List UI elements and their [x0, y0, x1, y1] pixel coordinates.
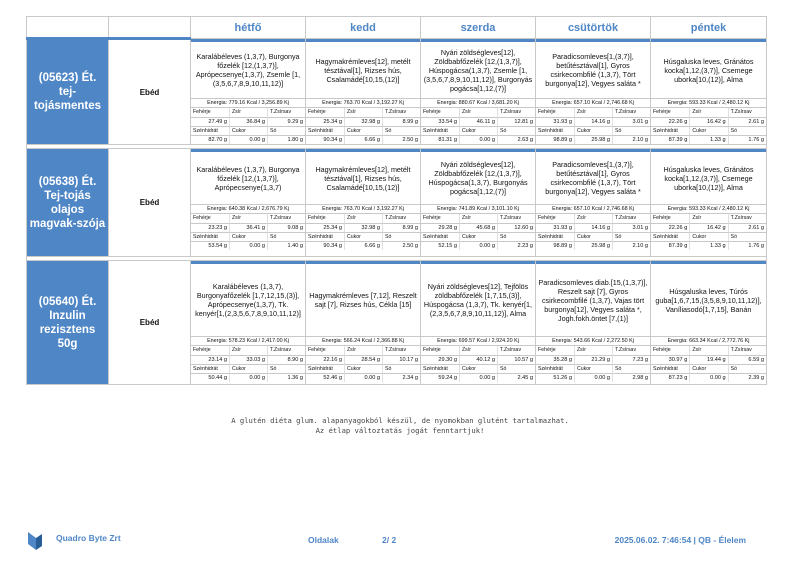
meal-name: Ebéd — [109, 261, 191, 385]
carb-label: Szénhidrát — [306, 126, 344, 135]
menu-cell-thursday — [536, 261, 651, 385]
satfat-label: T.Zsírsav — [612, 108, 650, 117]
menu-page — [26, 16, 766, 385]
energy-value: Energia: 593.33 Kcal / 2,480.12 Kj — [651, 204, 766, 213]
menu-cell-tuesday — [306, 261, 421, 385]
carb-value: 98.89 g — [536, 135, 574, 144]
satfat-value: 2.61 g — [728, 117, 766, 126]
diet-name: (05640) Ét. Inzulin rezisztens 50g — [27, 261, 109, 385]
dish-list: Karalábéleves (1,3,7), Burgonya főzelék [12,(1,3,7)], Aprópecsenye(1,3,7) — [196, 164, 300, 192]
protein-label: Fehérje — [538, 215, 556, 221]
carb-label: Szénhidrát — [536, 126, 574, 135]
salt-label: Só — [728, 126, 766, 135]
protein-value: 33.54 g — [421, 117, 459, 126]
fat-label: Zsír — [459, 108, 497, 117]
sugar-label: Cukor — [574, 126, 612, 135]
carb-label: Szénhidrát — [306, 364, 344, 373]
satfat-label: T.Zsírsav — [497, 346, 535, 355]
satfat-value: 2.61 g — [728, 223, 766, 232]
energy-value: Energia: 779.16 Kcal / 3,256.89 Kj — [191, 98, 305, 107]
day-header-tuesday: kedd — [306, 17, 421, 39]
satfat-label: T.Zsírsav — [497, 108, 535, 117]
energy-value: Energia: 593.33 Kcal / 2,480.12 Kj — [651, 98, 766, 107]
protein-label: Fehérje — [308, 215, 326, 221]
nutrition-grid — [306, 107, 420, 144]
satfat-label: T.Zsírsav — [382, 346, 420, 355]
fat-value: 28.54 g — [344, 355, 382, 364]
nutrition-grid — [536, 345, 650, 382]
protein-value: 35.28 g — [536, 355, 574, 364]
protein-value: 22.16 g — [306, 355, 344, 364]
sugar-label: Cukor — [229, 126, 267, 135]
protein-label: Fehérje — [423, 215, 441, 221]
sugar-label: Cukor — [689, 232, 727, 241]
day-header-monday: hétfő — [191, 17, 306, 39]
energy-value: Energia: 699.57 Kcal / 2,924.20 Kj — [421, 336, 535, 345]
protein-value: 30.97 g — [651, 355, 689, 364]
diet-row — [27, 149, 767, 257]
energy-value: Energia: 880.67 Kcal / 3,681.20 Kj — [421, 98, 535, 107]
protein-value: 25.34 g — [306, 223, 344, 232]
carb-value: 52.15 g — [421, 241, 459, 250]
carb-value: 98.89 g — [536, 241, 574, 250]
fat-label: Zsír — [344, 108, 382, 117]
carb-label: Szénhidrát — [651, 126, 689, 135]
fat-label: Zsír — [574, 108, 612, 117]
salt-value: 2.39 g — [728, 373, 766, 382]
carb-value: 52.46 g — [306, 373, 344, 382]
fat-value: 46.11 g — [459, 117, 497, 126]
satfat-value: 10.57 g — [497, 355, 535, 364]
protein-label: Fehérje — [538, 109, 556, 115]
fat-value: 36.41 g — [229, 223, 267, 232]
sugar-label: Cukor — [459, 364, 497, 373]
nutrition-grid — [306, 213, 420, 250]
fat-label: Zsír — [689, 346, 727, 355]
fat-label: Zsír — [229, 346, 267, 355]
sugar-label: Cukor — [574, 364, 612, 373]
menu-cell-wednesday — [421, 149, 536, 257]
protein-label: Fehérje — [308, 347, 326, 353]
fat-value: 14.16 g — [574, 223, 612, 232]
protein-label: Fehérje — [193, 347, 211, 353]
sugar-label: Cukor — [229, 232, 267, 241]
satfat-label: T.Zsírsav — [382, 108, 420, 117]
salt-value: 1.36 g — [267, 373, 305, 382]
energy-value: Energia: 763.70 Kcal / 3,192.27 Kj — [306, 98, 420, 107]
dish-list: Hagymakrémleves [7,12], Reszelt sajt [7], Rizses hús, Cékla [15] — [309, 291, 417, 309]
satfat-label: T.Zsírsav — [382, 214, 420, 223]
fat-label: Zsír — [689, 108, 727, 117]
sugar-label: Cukor — [459, 232, 497, 241]
protein-label: Fehérje — [193, 109, 211, 115]
fat-label: Zsír — [689, 214, 727, 223]
nutrition-grid — [536, 213, 650, 250]
satfat-label: T.Zsírsav — [612, 346, 650, 355]
carb-value: 50.44 g — [191, 373, 229, 382]
energy-value: Energia: 657.10 Kcal / 2,746.68 Kj — [536, 204, 650, 213]
fat-label: Zsír — [459, 346, 497, 355]
carb-label: Szénhidrát — [421, 232, 459, 241]
carb-label: Szénhidrát — [421, 126, 459, 135]
sugar-label: Cukor — [229, 364, 267, 373]
company-name: Quadro Byte Zrt — [56, 533, 121, 543]
carb-label: Szénhidrát — [191, 126, 229, 135]
carb-value: 87.39 g — [651, 241, 689, 250]
dish-list: Hagymakrémleves[12], metélt tésztával[1], Rizses hús, Csalamádé[10,15,(12)] — [315, 164, 411, 192]
satfat-label: T.Zsírsav — [267, 346, 305, 355]
satfat-value: 8.90 g — [267, 355, 305, 364]
salt-value: 2.10 g — [612, 135, 650, 144]
salt-label: Só — [382, 232, 420, 241]
gluten-note: A glutén diéta glum. alapanyagokból készül, de nyomokban glutént tartalmazhat. — [231, 416, 569, 425]
menu-cell-friday — [651, 149, 767, 257]
energy-value: Energia: 566.24 Kcal / 2,366.88 Kj — [306, 336, 420, 345]
fat-label: Zsír — [459, 214, 497, 223]
menu-cell-thursday — [536, 39, 651, 145]
menu-cell-friday — [651, 261, 767, 385]
satfat-value: 3.01 g — [612, 117, 650, 126]
menu-cell-wednesday — [421, 39, 536, 145]
print-timestamp: 2025.06.02. 7:46:54 | QB - Élelem — [614, 535, 746, 545]
salt-value: 2.98 g — [612, 373, 650, 382]
satfat-value: 8.99 g — [382, 223, 420, 232]
sugar-value: 0.00 g — [229, 373, 267, 382]
sugar-label: Cukor — [344, 232, 382, 241]
protein-value: 22.26 g — [651, 223, 689, 232]
change-note: Az étlap változtatás jogát fenntartjuk! — [315, 426, 485, 435]
carb-label: Szénhidrát — [536, 364, 574, 373]
salt-value: 2.23 g — [497, 241, 535, 250]
dish-list: Húsgaluska leves, Túrós guba[1,6,7,15,(3,5,8,9,10,11,12)], Vaníliasodó[1,7,15], Banán — [655, 286, 762, 314]
nutrition-grid — [306, 345, 420, 382]
sugar-value: 0.00 g — [229, 241, 267, 250]
day-header-thursday: csütörtök — [536, 17, 651, 39]
dish-list: Nyári zöldségleves[12], Zöldbabfőzelék [12,(1,3,7)], Húspogácsa(1,3,7), Burgonyás pogácsa[1,12,(7)] — [428, 160, 528, 196]
quadro-byte-logo-icon — [26, 530, 44, 552]
salt-label: Só — [382, 364, 420, 373]
weekly-menu-table — [26, 16, 767, 385]
nutrition-grid — [191, 213, 305, 250]
page-footer — [26, 530, 766, 554]
energy-value: Energia: 663.34 Kcal / 2,772.76 Kj — [651, 336, 766, 345]
day-header-row — [27, 17, 767, 39]
protein-label: Fehérje — [193, 215, 211, 221]
nutrition-grid — [536, 107, 650, 144]
protein-label: Fehérje — [308, 109, 326, 115]
page-label: Oldalak — [308, 535, 339, 545]
salt-label: Só — [497, 364, 535, 373]
diet-name: (05638) Ét. Tej-tojás olajos magvak-szója — [27, 149, 109, 257]
dish-list: Hagymakrémleves[12], metélt tésztával[1], Rizses hús, Csalamádé[10,15,(12)] — [315, 56, 411, 84]
menu-cell-friday — [651, 39, 767, 145]
sugar-label: Cukor — [344, 364, 382, 373]
energy-value: Energia: 763.70 Kcal / 3,192.27 Kj — [306, 204, 420, 213]
sugar-label: Cukor — [459, 126, 497, 135]
satfat-value: 8.99 g — [382, 117, 420, 126]
nutrition-grid — [191, 345, 305, 382]
nutrition-grid — [421, 345, 535, 382]
salt-label: Só — [382, 126, 420, 135]
dish-list: Karalábéleves (1,3,7), Burgonya főzelék [12,(1,3,7)], Aprópecsenye(1,3,7), Zsemle [1,(3,5,6,7,8,9,10,11,12)] — [195, 52, 301, 88]
energy-value: Energia: 640.38 Kcal / 2,676.79 Kj — [191, 204, 305, 213]
sugar-value: 0.00 g — [574, 373, 612, 382]
fat-label: Zsír — [344, 214, 382, 223]
fat-value: 40.12 g — [459, 355, 497, 364]
satfat-label: T.Zsírsav — [612, 214, 650, 223]
satfat-label: T.Zsírsav — [497, 214, 535, 223]
protein-label: Fehérje — [538, 347, 556, 353]
sugar-value: 25.98 g — [574, 135, 612, 144]
fat-value: 32.98 g — [344, 117, 382, 126]
salt-label: Só — [267, 232, 305, 241]
dish-list: Nyári zöldségleves[12], Zöldbabfőzelék [12,(1,3,7)], Húspogácsa(1,3,7), Zsemle [1,(3,5,6,7,8,9,10,11,12)], Burgonyás pogácsa[1,12,(7)] — [423, 47, 533, 93]
satfat-value: 7.23 g — [612, 355, 650, 364]
salt-label: Só — [267, 364, 305, 373]
fat-value: 45.68 g — [459, 223, 497, 232]
salt-value: 2.50 g — [382, 241, 420, 250]
salt-value: 1.40 g — [267, 241, 305, 250]
salt-label: Só — [497, 126, 535, 135]
satfat-label: T.Zsírsav — [728, 214, 766, 223]
protein-value: 27.49 g — [191, 117, 229, 126]
diet-row — [27, 261, 767, 385]
carb-label: Szénhidrát — [191, 364, 229, 373]
protein-label: Fehérje — [653, 215, 671, 221]
footnote — [0, 416, 800, 436]
salt-value: 2.50 g — [382, 135, 420, 144]
protein-value: 25.34 g — [306, 117, 344, 126]
menu-cell-monday — [191, 149, 306, 257]
satfat-value: 3.01 g — [612, 223, 650, 232]
meal-name: Ebéd — [109, 149, 191, 257]
salt-label: Só — [267, 126, 305, 135]
menu-cell-monday — [191, 261, 306, 385]
carb-value: 90.34 g — [306, 135, 344, 144]
salt-label: Só — [497, 232, 535, 241]
nutrition-grid — [191, 107, 305, 144]
carb-label: Szénhidrát — [191, 232, 229, 241]
fat-label: Zsír — [229, 108, 267, 117]
fat-value: 21.29 g — [574, 355, 612, 364]
dish-list: Húsgaluska leves, Gránátos kocka[1,12,(3,7)], Csemege uborka[10,(12)], Alma — [663, 56, 754, 84]
protein-value: 23.23 g — [191, 223, 229, 232]
sugar-value: 25.98 g — [574, 241, 612, 250]
carb-value: 87.23 g — [651, 373, 689, 382]
satfat-label: T.Zsírsav — [267, 108, 305, 117]
dish-list: Nyári zöldségleves[12], Tejfölös zöldbabfőzelék [1,7,15,(3)], Húspogácsa (1,3,7), Tk. kenyér[1,(2,3,5,6,7,8,9,10,11,12)], Alma — [423, 282, 533, 318]
protein-label: Fehérje — [653, 347, 671, 353]
nutrition-grid — [421, 213, 535, 250]
nutrition-grid — [651, 345, 766, 382]
sugar-label: Cukor — [689, 364, 727, 373]
satfat-value: 6.59 g — [728, 355, 766, 364]
carb-label: Szénhidrát — [306, 232, 344, 241]
salt-value: 1.80 g — [267, 135, 305, 144]
fat-value: 16.42 g — [689, 117, 727, 126]
dish-list: Húsgaluska leves, Gránátos kocka[1,12,(3,7)], Csemege uborka[10,(12)], Alma — [663, 164, 754, 192]
protein-value: 22.26 g — [651, 117, 689, 126]
sugar-value: 0.00 g — [459, 373, 497, 382]
carb-value: 82.70 g — [191, 135, 229, 144]
carb-value: 53.54 g — [191, 241, 229, 250]
carb-value: 81.31 g — [421, 135, 459, 144]
fat-value: 16.42 g — [689, 223, 727, 232]
menu-cell-tuesday — [306, 39, 421, 145]
carb-label: Szénhidrát — [421, 364, 459, 373]
protein-value: 23.14 g — [191, 355, 229, 364]
carb-value: 51.26 g — [536, 373, 574, 382]
protein-label: Fehérje — [423, 109, 441, 115]
fat-value: 19.44 g — [689, 355, 727, 364]
carb-value: 59.24 g — [421, 373, 459, 382]
satfat-value: 12.60 g — [497, 223, 535, 232]
salt-value: 1.76 g — [728, 241, 766, 250]
protein-value: 29.28 g — [421, 223, 459, 232]
dish-list: Paradicsomleves[1,(3,7)], betűtésztával[1], Gyros csirkecombfilé (1,3,7), Tört burgonya[12], Vegyes saláta * — [545, 160, 641, 196]
carb-label: Szénhidrát — [651, 232, 689, 241]
energy-value: Energia: 578.23 Kcal / 2,417.00 Kj — [191, 336, 305, 345]
satfat-label: T.Zsírsav — [728, 108, 766, 117]
carb-label: Szénhidrát — [536, 232, 574, 241]
sugar-value: 0.00 g — [459, 135, 497, 144]
sugar-label: Cukor — [574, 232, 612, 241]
satfat-value: 9.29 g — [267, 117, 305, 126]
fat-value: 14.16 g — [574, 117, 612, 126]
salt-value: 1.76 g — [728, 135, 766, 144]
salt-label: Só — [728, 364, 766, 373]
fat-value: 36.84 g — [229, 117, 267, 126]
protein-label: Fehérje — [423, 347, 441, 353]
satfat-value: 10.17 g — [382, 355, 420, 364]
energy-value: Energia: 657.10 Kcal / 2,746.68 Kj — [536, 98, 650, 107]
salt-value: 2.10 g — [612, 241, 650, 250]
sugar-label: Cukor — [344, 126, 382, 135]
sugar-value: 6.66 g — [344, 135, 382, 144]
salt-value: 2.34 g — [382, 373, 420, 382]
protein-value: 31.93 g — [536, 223, 574, 232]
menu-cell-wednesday — [421, 261, 536, 385]
salt-label: Só — [612, 364, 650, 373]
diet-row — [27, 39, 767, 145]
header-meal-corner — [109, 17, 191, 39]
protein-value: 29.30 g — [421, 355, 459, 364]
sugar-value: 0.00 g — [344, 373, 382, 382]
meal-name: Ebéd — [109, 39, 191, 145]
carb-value: 87.39 g — [651, 135, 689, 144]
sugar-value: 1.33 g — [689, 135, 727, 144]
fat-value: 33.03 g — [229, 355, 267, 364]
fat-value: 32.98 g — [344, 223, 382, 232]
menu-cell-thursday — [536, 149, 651, 257]
protein-value: 31.93 g — [536, 117, 574, 126]
sugar-value: 0.00 g — [229, 135, 267, 144]
day-header-wednesday: szerda — [421, 17, 536, 39]
sugar-value: 6.66 g — [344, 241, 382, 250]
sugar-label: Cukor — [689, 126, 727, 135]
protein-label: Fehérje — [653, 109, 671, 115]
dish-list: Paradicsomleves[1,(3,7)], betűtésztával[1], Gyros csirkecombfilé (1,3,7), Tört burgonya[12], Vegyes saláta * — [545, 52, 641, 88]
sugar-value: 1.33 g — [689, 241, 727, 250]
header-corner — [27, 17, 109, 39]
menu-cell-monday — [191, 39, 306, 145]
satfat-value: 9.08 g — [267, 223, 305, 232]
page-number: 2/ 2 — [382, 535, 397, 545]
dish-list: Paradicsomleves diab.[15,(1,3,7)], Reszelt sajt [7], Gyros csirkecombfilé (1,3,7), Vajas tört burgonya[12], Vegyes saláta *, Jogh.fokh.öntet [7,(1)] — [538, 277, 648, 323]
salt-label: Só — [612, 232, 650, 241]
energy-value: Energia: 741.89 Kcal / 3,101.10 Kj — [421, 204, 535, 213]
satfat-label: T.Zsírsav — [728, 346, 766, 355]
carb-label: Szénhidrát — [651, 364, 689, 373]
dish-list: Karalábéleves (1,3,7), Burgonyafőzelék [1,7,12,15,(3)], Aprópecsenye(1,3,7), Tk. kenyér[1,(2,3,5,6,7,8,9,10,11,12)] — [195, 282, 301, 318]
menu-cell-tuesday — [306, 149, 421, 257]
sugar-value: 0.00 g — [689, 373, 727, 382]
fat-label: Zsír — [344, 346, 382, 355]
fat-label: Zsír — [574, 214, 612, 223]
fat-label: Zsír — [574, 346, 612, 355]
diet-name: (05623) Ét. tej-tojásmentes — [27, 39, 109, 145]
salt-label: Só — [728, 232, 766, 241]
satfat-value: 12.81 g — [497, 117, 535, 126]
nutrition-grid — [651, 107, 766, 144]
carb-value: 90.34 g — [306, 241, 344, 250]
day-header-friday: péntek — [651, 17, 767, 39]
nutrition-grid — [421, 107, 535, 144]
salt-value: 2.63 g — [497, 135, 535, 144]
fat-label: Zsír — [229, 214, 267, 223]
energy-value: Energia: 543.66 Kcal / 2,272.50 Kj — [536, 336, 650, 345]
nutrition-grid — [651, 213, 766, 250]
salt-label: Só — [612, 126, 650, 135]
salt-value: 2.45 g — [497, 373, 535, 382]
satfat-label: T.Zsírsav — [267, 214, 305, 223]
sugar-value: 0.00 g — [459, 241, 497, 250]
